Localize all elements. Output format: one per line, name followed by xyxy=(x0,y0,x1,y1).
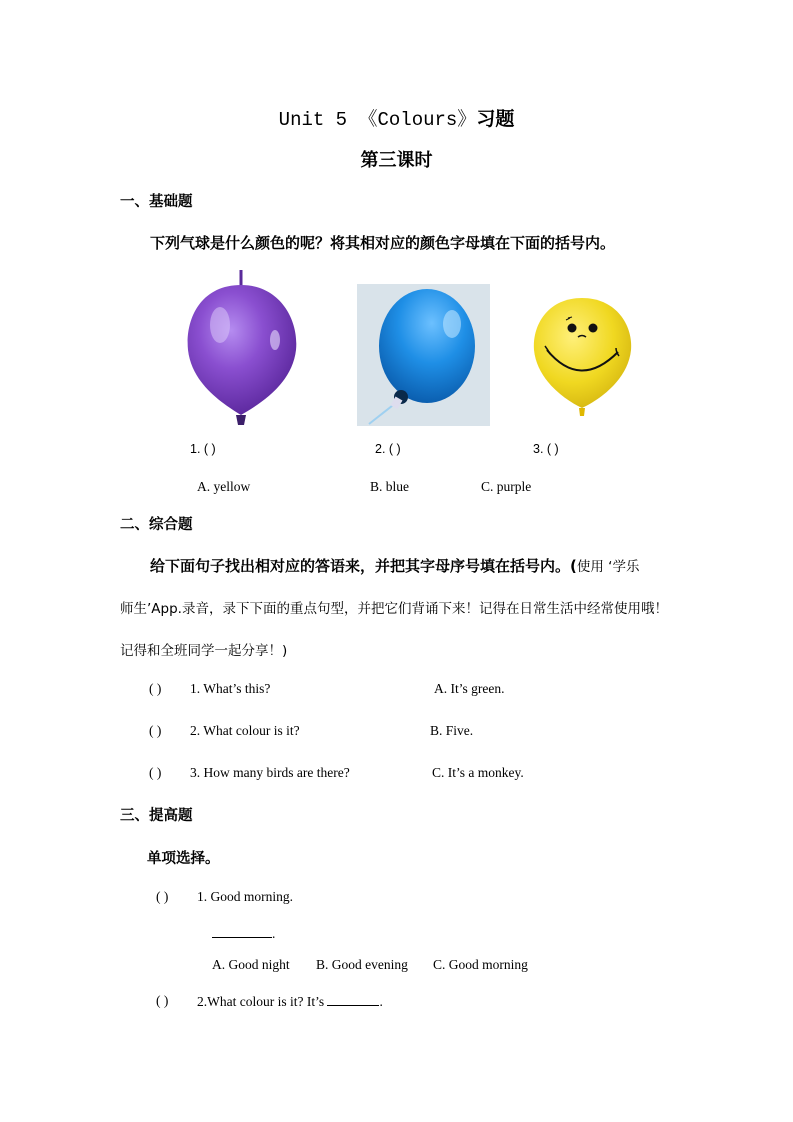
choice-answer-line-1[interactable] xyxy=(212,925,275,942)
page-subtitle: 第三课时 xyxy=(360,150,433,171)
answer-blank[interactable] xyxy=(212,925,272,938)
choice-paren-2[interactable]: ( ) xyxy=(156,993,169,1008)
match-question-1: 1. What’s this? xyxy=(190,681,271,696)
balloon-blank-1[interactable]: 1. ( ) xyxy=(190,442,216,456)
match-question-2: 2. What colour is it? xyxy=(190,723,300,738)
yellow-balloon-image xyxy=(530,290,635,420)
section2-note-start: 使用 ‘学乐 xyxy=(576,559,640,575)
section2-instruction-bold: 给下面句子找出相对应的答语来，并把其字母序号填在括号内。( xyxy=(150,557,577,575)
section2-instruction xyxy=(150,555,639,576)
choice-option-b: B. Good evening xyxy=(316,957,408,972)
section2-note-line3: 记得和全班同学一起分享！) xyxy=(120,643,288,659)
blue-balloon-image xyxy=(357,284,490,426)
blank-period-2: . xyxy=(379,994,383,1009)
choice-question-2-text: 2.What colour is it? It’s xyxy=(197,994,325,1009)
section1-heading: 一、基础题 xyxy=(120,194,193,210)
color-option-a: A. yellow xyxy=(197,479,251,494)
blank-period: . xyxy=(272,926,276,941)
color-option-c: C. purple xyxy=(481,479,532,494)
choice-paren-1[interactable]: ( ) xyxy=(156,889,169,904)
choice-question-2 xyxy=(197,993,383,1010)
section1-instruction: 下列气球是什么颜色的呢？将其相对应的颜色字母填在下面的括号内。 xyxy=(150,234,616,252)
answer-blank-2[interactable] xyxy=(327,993,379,1006)
match-question-3: 3. How many birds are there? xyxy=(190,765,350,780)
balloon-blank-3[interactable]: 3. ( ) xyxy=(533,442,559,456)
title-suffix: 习题 xyxy=(476,108,515,130)
choice-option-c: C. Good morning xyxy=(433,957,528,972)
choice-question-1: 1. Good morning. xyxy=(197,889,293,904)
match-answer-b: B. Five. xyxy=(430,723,474,738)
balloon-blank-2[interactable]: 2. ( ) xyxy=(375,442,401,456)
title-prefix: Unit 5 《Colours》 xyxy=(278,109,477,131)
match-paren-1[interactable]: ( ) xyxy=(149,681,162,696)
color-option-b: B. blue xyxy=(370,479,409,494)
match-paren-2[interactable]: ( ) xyxy=(149,723,162,738)
section2-note-line2: 师生’App.录音，录下下面的重点句型，并把它们背诵下来！记得在日常生活中经常使用哦！ xyxy=(120,601,668,617)
page-title xyxy=(0,104,793,131)
match-answer-a: A. It’s green. xyxy=(434,681,505,696)
section2-heading: 二、综合题 xyxy=(120,517,193,533)
section3-instruction: 单项选择。 xyxy=(147,851,220,867)
match-answer-c: C. It’s a monkey. xyxy=(432,765,524,780)
match-paren-3[interactable]: ( ) xyxy=(149,765,162,780)
purple-balloon-image xyxy=(180,265,305,430)
choice-option-a: A. Good night xyxy=(212,957,290,972)
section3-heading: 三、提高题 xyxy=(120,808,193,824)
